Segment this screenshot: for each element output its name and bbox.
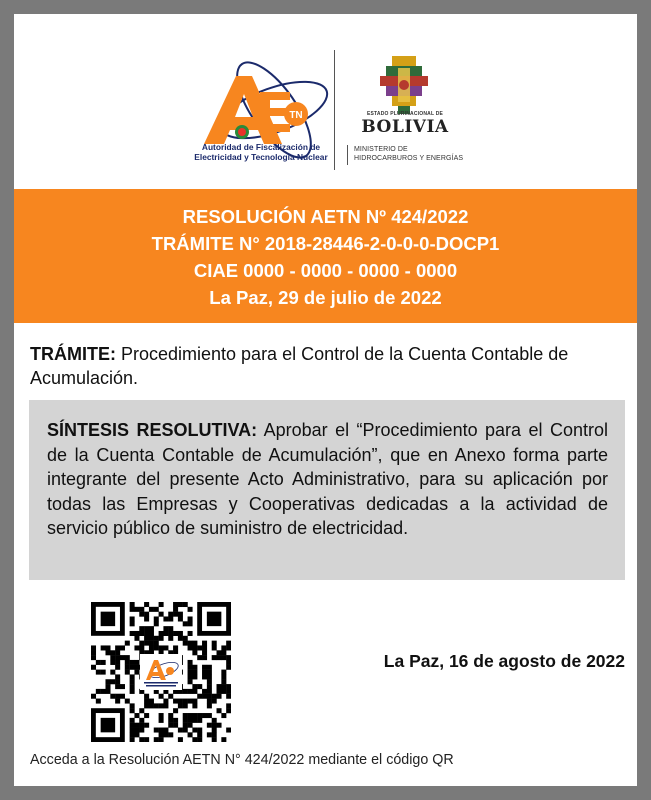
ciae-code: CIAE 0000 - 0000 - 0000 - 0000 [193,260,458,281]
sintesis-label: SÍNTESIS RESOLUTIVA: [47,420,258,440]
tramite-label: TRÁMITE: [30,344,116,364]
aetn-caption [186,142,336,162]
ministry-name [354,146,494,163]
resolution-date: La Paz, 29 de julio de 2022 [209,287,442,308]
tramite-section [30,342,626,390]
ministry-divider [347,145,348,165]
logo-divider [334,50,335,170]
sintesis-text: Aprobar el “Procedimiento para el Control de la Cuenta Contable de Acumulación”, que en Anexo forma parte integrante del presente Acto Administrativo, para su aplicación por todas las Empresas y Cooperativas dedicadas a la actividad de servicio público de suministro de electricidad. [47,420,608,538]
svg-text:TN: TN [289,110,303,121]
qr-aetn-logo-icon [140,654,182,690]
resolution-card [14,14,637,786]
ministry-line1: MINISTERIO DE [354,146,408,153]
resolution-number: RESOLUCIÓN AETN Nº 424/2022 [182,206,469,227]
aetn-caption-line2: Electricidad y Tecnología Nuclear [194,152,328,162]
resolution-banner [14,189,637,323]
ministry-line2: HIDROCARBUROS Y ENERGÍAS [354,154,464,162]
sintesis-box [29,400,625,580]
aetn-caption-line1: Autoridad de Fiscalización de [201,142,321,152]
qr-instruction: Acceda a la Resolución AETN N° 424/2022 mediante el código QR [30,752,454,768]
bolivia-title: BOLIVIA [361,117,449,137]
bolivia-small-text: ESTADO PLURINACIONAL DE [366,111,444,117]
tramite-number: TRÁMITE N° 2018-28446-2-0-0-0-DOCP1 [151,233,500,254]
bolivia-coat-of-arms-logo [372,50,436,120]
tramite-text: Procedimiento para el Control de la Cuenta Contable de Acumulación. [30,344,569,388]
signature-date: La Paz, 16 de agosto de 2022 [383,651,625,671]
